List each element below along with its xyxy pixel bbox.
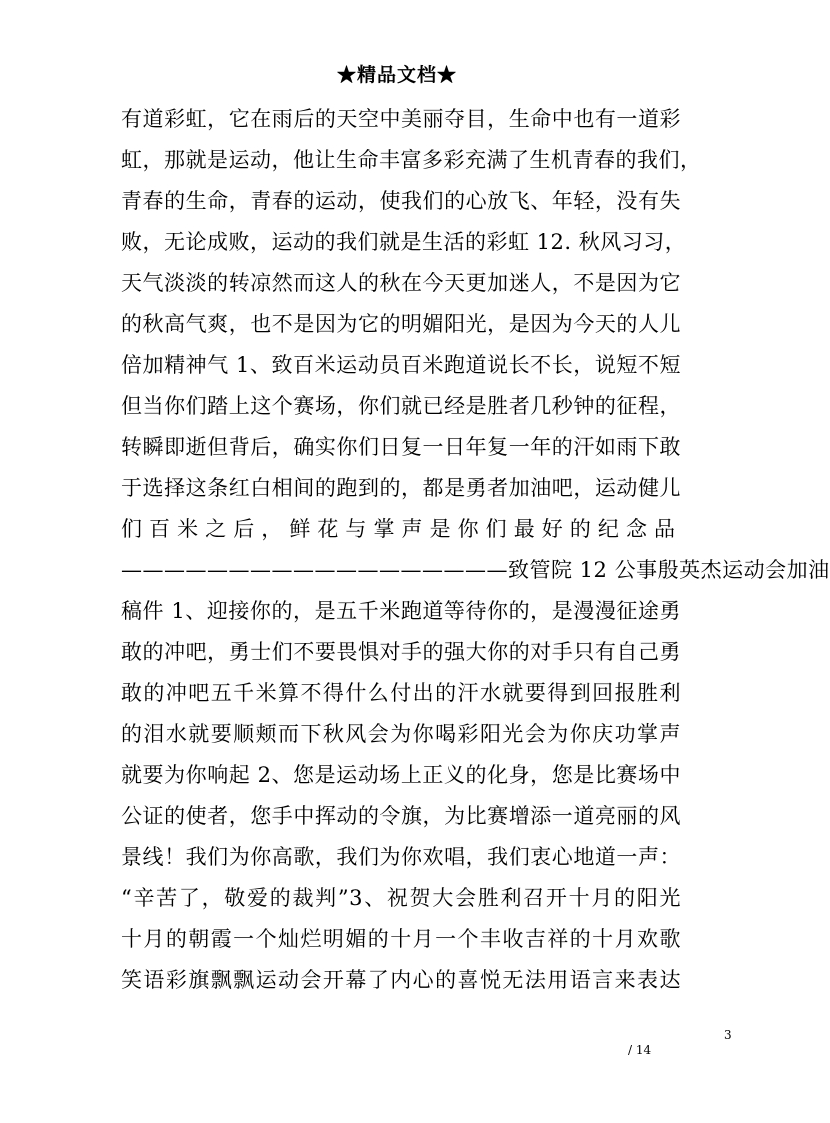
- text-line-15: 敢的冲吧五千米算不得什么付出的汗水就要得到回报胜利: [121, 681, 681, 705]
- text-line-12: ——————————————————致管院 12 公事殷英杰运动会加油: [121, 558, 830, 582]
- text-line-10: 于选择这条红白相间的跑到的，都是勇者加油吧，运动健儿: [121, 476, 681, 500]
- text-line-6: 的秋高气爽，也不是因为它的明媚阳光，是因为今天的人儿: [121, 312, 681, 336]
- text-line-4: 败，无论成败，运动的我们就是生活的彩虹 12. 秋风习习，: [121, 230, 687, 254]
- text-line-17: 就要为你响起 2、您是运动场上正义的化身，您是比赛场中: [121, 763, 681, 787]
- text-line-22: 笑语彩旗飘飘运动会开幕了内心的喜悦无法用语言来表达: [121, 968, 681, 992]
- text-line-5: 天气淡淡的转凉然而这人的秋在今天更加迷人，不是因为它: [121, 271, 681, 295]
- text-line-11: 们百米之后，鲜花与掌声是你们最好的纪念品: [121, 517, 681, 541]
- text-line-7: 倍加精神气 1、致百米运动员百米跑道说长不长，说短不短: [121, 353, 681, 377]
- text-line-18: 公证的使者，您手中挥动的令旗，为比赛增添一道亮丽的风: [121, 804, 681, 828]
- text-line-14: 敢的冲吧，勇士们不要畏惧对手的强大你的对手只有自己勇: [121, 640, 681, 664]
- text-line-1: 有道彩虹，它在雨后的天空中美丽夺目，生命中也有一道彩: [121, 107, 681, 131]
- text-line-8: 但当你们踏上这个赛场，你们就已经是胜者几秒钟的征程，: [121, 394, 681, 418]
- text-line-2: 虹，那就是运动，他让生命丰富多彩充满了生机青春的我们，: [121, 148, 702, 172]
- text-line-13: 稿件 1、迎接你的，是五千米跑道等待你的，是漫漫征途勇: [121, 599, 681, 623]
- page-total: / 14: [628, 1043, 652, 1057]
- text-line-21: 十月的朝霞一个灿烂明媚的十月一个丰收吉祥的十月欢歌: [121, 927, 681, 951]
- text-line-3: 青春的生命，青春的运动，使我们的心放飞、年轻，没有失: [121, 189, 681, 213]
- text-line-20: “辛苦了，敬爱的裁判”3、祝贺大会胜利召开十月的阳光: [121, 886, 681, 910]
- text-line-16: 的泪水就要顺颊而下秋风会为你喝彩阳光会为你庆功掌声: [121, 722, 681, 746]
- text-line-9: 转瞬即逝但背后，确实你们日复一日年复一年的汗如雨下敢: [121, 435, 681, 459]
- page-number: 3: [724, 1028, 732, 1042]
- text-line-19: 景线！我们为你高歌，我们为你欢唱，我们衷心地道一声：: [121, 845, 681, 869]
- document-header: ★精品文档★: [336, 64, 457, 86]
- document-body: [121, 99, 830, 1001]
